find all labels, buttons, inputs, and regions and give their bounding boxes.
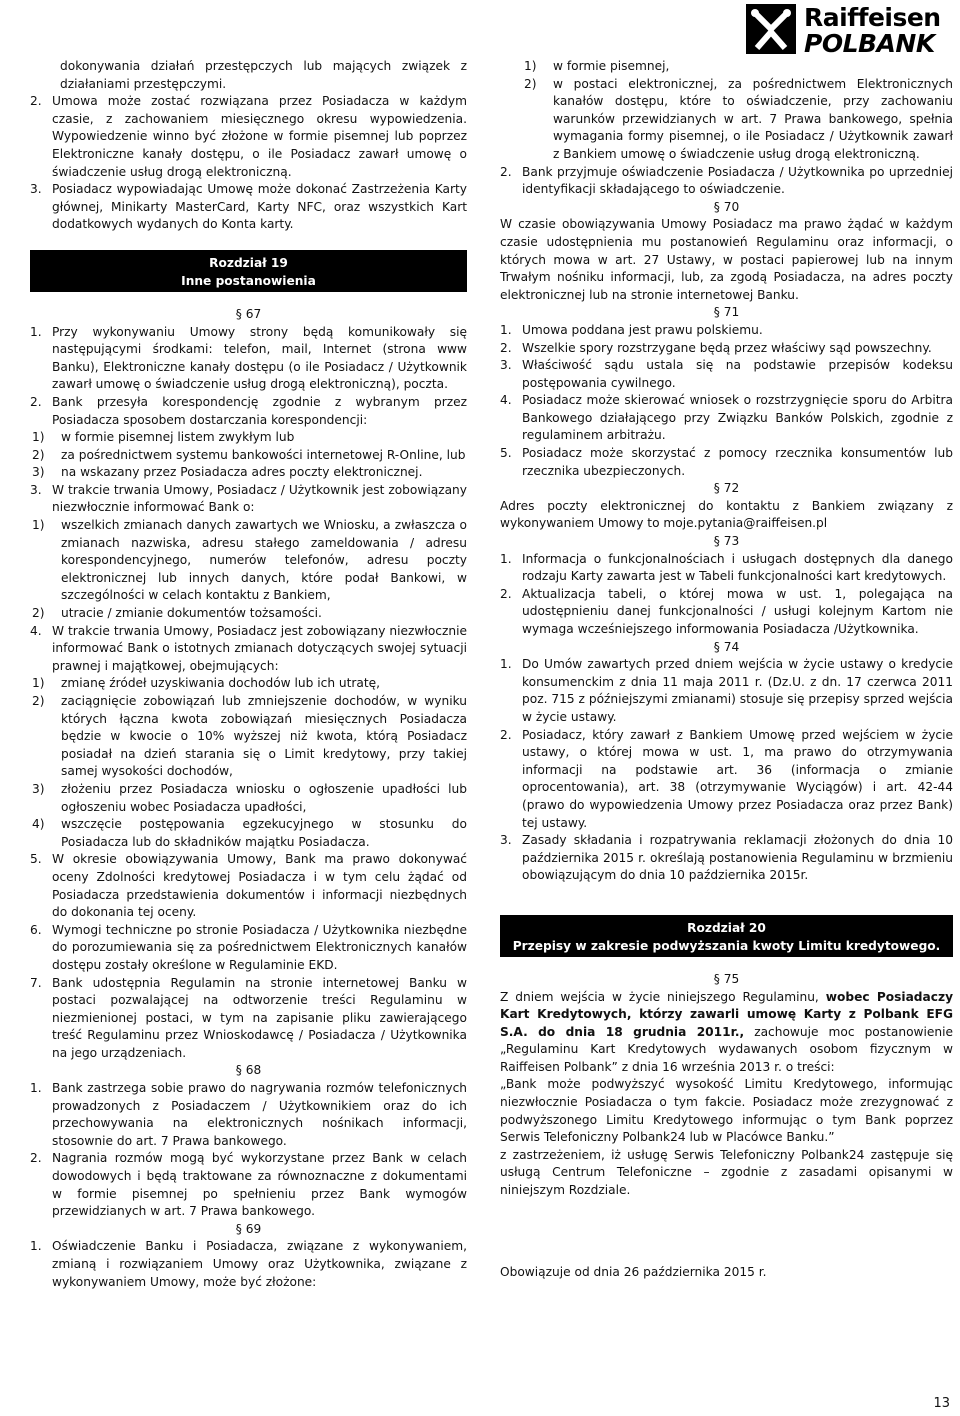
list-item: 2. Bank przesyła korespondencję zgodnie z wybranym przez Posiadacza sposobem dostarczania korespondencji: bbox=[30, 394, 467, 427]
logo-wordmark-polbank: POLBANK bbox=[804, 29, 935, 58]
raiffeisen-polbank-logo bbox=[746, 4, 946, 60]
list-item: 3. Właściwość sądu ustala się na podstawie przepisów kodeksu postępowania cywilnego. bbox=[500, 358, 953, 390]
sub-list-item: 2) za pośrednictwem systemu bankowości internetowej R-Online, lub bbox=[32, 447, 466, 462]
list-item: 3. Zasady składania i rozpatrywania reklamacji złożonych do dnia 10 października 2015 r. określają postanowienia Regulaminu w brzmieniu obowiązującym do dnia 10 października 2015r. bbox=[500, 833, 953, 883]
logo-wordmark-raiffeisen: Raiffeisen bbox=[804, 3, 941, 32]
list-item: 2. Wszelkie spory rozstrzygane będą przez właściwy sąd powszechny. bbox=[500, 340, 932, 355]
effective-date: Obowiązuje od dnia 26 października 2015 r. bbox=[500, 1264, 767, 1279]
sub-list-item: 1) w formie pisemnej, bbox=[524, 59, 670, 73]
list-item: 1. Bank zastrzega sobie prawo do nagrywania rozmów telefonicznych prowadzonych z Posiadaczem / Użytkownikiem oraz do ich przechowywania na elektronicznych nośnikach informacji, stosownie do art. 7 Prawa bankowego. bbox=[30, 1081, 467, 1148]
list-item: 5. Posiadacz może skorzystać z pomocy rzecznika konsumentów lub rzecznika ubezpieczonych. bbox=[500, 446, 953, 478]
list-item: 6. Wymogi techniczne po stronie Posiadacza / Użytkownika niezbędne do porozumiewania się za pośrednictwem Elektronicznych kanałów dostępu zostały określone w Regulaminie EKD. bbox=[30, 922, 467, 972]
list-item: 3. Posiadacz wypowiadając Umowę może dokonać Zastrzeżenia Karty głównej, Minikarty MasterCard, Karty NFC, oraz wszystkich Kart dodatkowych wydanych do Konta karty. bbox=[30, 182, 467, 232]
paragraph: W czasie obowiązywania Umowy Posiadacz ma prawo żądać w każdym czasie udostępnienia mu postanowień Regulaminu oraz informacji, o których mowa w art. 27 Ustawy, w postaci papierowej lub na innym Trwałym nośniku informacji, lub, za zgodą Posiadacza, na adres poczty elektronicznej lub na stronie internetowej Banku. bbox=[500, 217, 953, 302]
list-item: 1. Przy wykonywaniu Umowy strony będą komunikowały się następującymi środkami: telefon, mail, Internet (strona www Banku), Elektroniczne kanały dostępu (o ile Posiadacz / Użytkownik zawarł umowę o świadczenie usług drogą elektroniczną), poczta. bbox=[30, 324, 467, 392]
section-number: § 68 bbox=[235, 1063, 262, 1078]
sub-list-item: 2) utracie / zmianie dokumentów tożsamości. bbox=[32, 606, 322, 621]
paragraph: Adres poczty elektronicznej do kontaktu z Bankiem związany z wykonywaniem Umowy to moje.pytania@raiffeisen.pl bbox=[500, 498, 953, 531]
section-number: § 73 bbox=[713, 534, 740, 549]
list-item: 1. Umowa poddana jest prawu polskiemu. bbox=[500, 322, 763, 337]
sub-list-item: 1) w formie pisemnej listem zwykłym lub bbox=[32, 430, 295, 445]
sub-list-item: 3) złożeniu przez Posiadacza wniosku o ogłoszenie upadłości lub ogłoszeniu wobec Posiadacza upadłości, bbox=[32, 781, 467, 814]
sub-list-item: 1) zmianę źródeł uzyskiwania dochodów lub ich utratę, bbox=[32, 676, 381, 691]
sub-list-item: 4) wszczęcie postępowania egzekucyjnego w stosunku do Posiadacza lub do składników majątku Posiadacza. bbox=[32, 817, 467, 849]
section-number: § 67 bbox=[235, 306, 262, 321]
section-number: § 70 bbox=[713, 199, 740, 214]
left-column bbox=[30, 58, 467, 1291]
chapter-heading: Rozdział 20 Przepisy w zakresie podwyższania kwoty Limitu kredytowego. bbox=[500, 915, 953, 957]
paragraph: dokonywania działań przestępczych lub mających związek z działaniami przestępczymi. bbox=[60, 59, 467, 91]
list-item: 2. Nagrania rozmów mogą być wykorzystane przez Bank w celach dowodowych i będą traktowane za równoznaczne z dokumentami w formie pisemnej po spełnieniu przez Bank wymogów przewidzianych w art. 7 Prawa bankowego. bbox=[30, 1151, 467, 1219]
section-number: § 75 bbox=[713, 971, 740, 986]
sub-list-item: 2) zaciągnięcie zobowiązań lub zmniejszenie dochodów, w wyniku których łączna kwota zobowiązań miesięcznych Posiadacza będzie w kwocie o 10% wyższej niż kwota, którą Posiadacz posiadał na dzień starania się o Limit kredytowy, przy takiej samej wysokości dochodów, bbox=[32, 694, 467, 779]
paragraph: z zastrzeżeniem, iż usługę Serwis Telefoniczny Polbank24 zastępuje się usługą Centrum Telefoniczne – zgodnie z zasadami opisanymi w niniejszym Rozdziale. bbox=[500, 1147, 953, 1198]
right-column bbox=[500, 58, 953, 1281]
list-item: 2. Posiadacz, który zawarł z Bankiem Umowę przed wejściem w życie ustawy, o której mowa w ust. 1, ma prawo do otrzymywania informacji na podstawie art. 36 (informacja o zmianie oprocentowania), art. 38 (otrzymywanie Wyciągów) i art. 42-44 (prawo do wypowiedzenia Umowy przez Posiadacza oraz przez Bank) tej ustawy. bbox=[500, 727, 953, 830]
list-item: 2. Bank przyjmuje oświadczenie Posiadacza / Użytkownika po uprzedniej identyfikacji składającego to oświadczenie. bbox=[500, 164, 953, 197]
section-number: § 74 bbox=[713, 639, 740, 654]
page-number: 13 bbox=[933, 1396, 950, 1411]
section-number: § 71 bbox=[713, 305, 740, 320]
list-item: 1. Oświadczenie Banku i Posiadacza, związane z wykonywaniem, zmianą i rozwiązaniem Umowy oraz Użytkownika, związane z wykonywaniem Umowy, może być złożone: bbox=[30, 1239, 467, 1289]
list-item: 7. Bank udostępnia Regulamin na stronie internetowej Banku w postaci pozwalającej na odtworzenie treści Regulaminu w niezmienionej postaci, w tym na zapisanie pliku zawierającego treść Regulaminu przez Wnioskodawcę / Posiadacza / Użytkownika na jego urządzeniach. bbox=[30, 975, 467, 1060]
list-item: 1. Informacja o funkcjonalnościach i usługach dostępnych dla danego rodzaju Karty zawarta jest w Tabeli funkcjonalności kart kredytowych. bbox=[500, 551, 953, 584]
list-item: 4. Posiadacz może skierować wniosek o rozstrzygnięcie sporu do Arbitra Bankowego działającego przy Związku Banków Polskich, zgodnie z regulaminem arbitrażu. bbox=[500, 393, 953, 443]
section-number: § 72 bbox=[713, 481, 740, 496]
paragraph: Z dniem wejścia w życie niniejszego Regulaminu, wobec Posiadaczy Kart Kredytowych, którzy zawarli umowę Karty z Polbank EFG S.A. do dnia 18 grudnia 2011r., zachowuje moc postanowienie „Regulaminu Kart Kredytowych wydawanych osobom fizycznym w Raiffeisen Polbank” z dnia 16 września 2013 r. o treści: bbox=[500, 989, 954, 1074]
list-item: 2. Umowa może zostać rozwiązana przez Posiadacza w każdym czasie, z zachowaniem miesięcznego okresu wypowiedzenia. Wypowiedzenie winno być złożone w formie pisemnej lub poprzez Elektroniczne kanały dostępu, o ile Posiadacz zawarł umowę o świadczenie usług drogą elektroniczną. bbox=[30, 94, 467, 179]
sub-list-item: 1) wszelkich zmianach danych zawartych we Wniosku, a zwłaszcza o zmianach nazwiska, adresu stałego zameldowania / adresu korespondencyjnego, numerów telefonów, adresu poczty elektronicznej lub innych danych, które podał Bankowi, w szczególności w celach kontaktu z Bankiem, bbox=[32, 518, 467, 603]
list-item: 5. W okresie obowiązywania Umowy, Bank ma prawo dokonywać oceny Zdolności kredytowej Posiadacza i w tym celu żądać od Posiadacza przedstawienia dokumentów i informacji niezbędnych do dokonania tej oceny. bbox=[30, 852, 467, 920]
list-item: 1. Do Umów zawartych przed dniem wejścia w życie ustawy o kredycie konsumenckim z dnia 11 maja 2011 r. (Dz.U. z dn. 17 czerwca 2011 poz. 715 z późniejszymi zmianami) stosuje się przepisy sprzed wejścia w życie ustawy. bbox=[500, 657, 953, 724]
sub-list-item: 2) w postaci elektronicznej, za pośrednictwem Elektronicznych kanałów dostępu, które to oświadczenie, przy zachowaniu warunków przewidzianych w art. 7 Prawa bankowego, spełnia wymagania formy pisemnej, o ile Posiadacz / Użytkownik zawarł z Bankiem umowę o świadczenie usług drogą elektroniczną. bbox=[524, 76, 953, 161]
section-number: § 69 bbox=[235, 1221, 262, 1236]
list-item: 4. W trakcie trwania Umowy, Posiadacz jest zobowiązany niezwłocznie informować Bank o istotnych zmianach dotyczących swojej sytuacji prawnej i majątkowej, obejmujących: bbox=[30, 623, 467, 673]
sub-list-item: 3) na wskazany przez Posiadacza adres poczty elektronicznej. bbox=[32, 465, 423, 480]
quoted-provision: „Bank może podwyższyć wysokość Limitu Kredytowego, informując niezwłocznie Posiadacza o tym fakcie. Posiadacz może zrezygnować z podwyższonego Limitu Kredytowego informując o tym Bank poprzez Serwis Telefoniczny Polbank24 lub w Placówce Banku.” bbox=[500, 1077, 953, 1145]
list-item: 2. Aktualizacja tabeli, o której mowa w ust. 1, polegająca na udostępnieniu danej funkcjonalności / usługi kolejnym Kartom nie wymaga wcześniejszego informowania Posiadacza /Użytkownika. bbox=[500, 586, 953, 636]
raiffeisen-gable-icon bbox=[746, 4, 796, 54]
list-item: 3. W trakcie trwania Umowy, Posiadacz / Użytkownik jest zobowiązany niezwłocznie informować Bank o: bbox=[30, 482, 467, 515]
chapter-heading: Rozdział 19 Inne postanowienia bbox=[30, 250, 467, 292]
